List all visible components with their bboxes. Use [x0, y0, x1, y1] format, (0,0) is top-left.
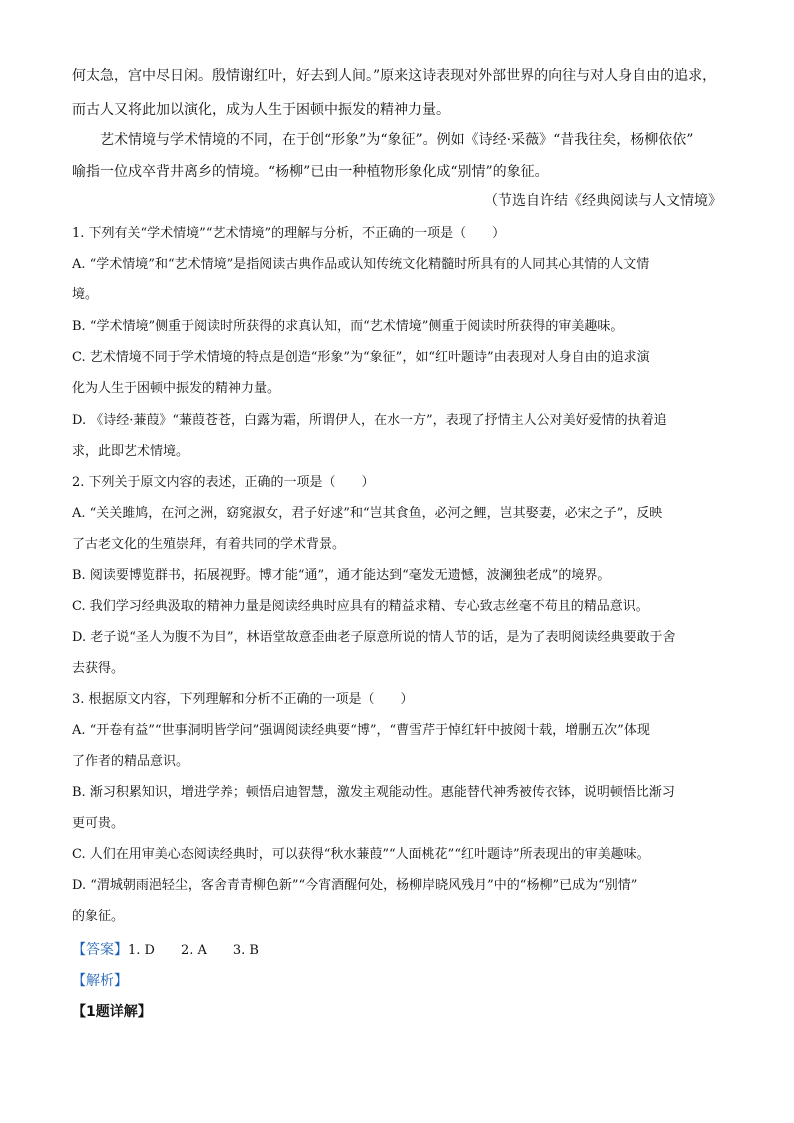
question-2-option-d-cont: 去获得。: [72, 661, 125, 676]
question-3-option-a: A. “开卷有益”“世事洞明皆学问”强调阅读经典要“博”，“曹雪芹于悼红轩中披阅十载，增删五次”体现: [72, 723, 650, 738]
passage-line-3: 艺术情境与学术情境的不同，在于创“形象”为“象征”。例如《诗经·采薇》“昔我往矣，杨柳依依”: [100, 132, 694, 148]
question-1-option-a-cont: 境。: [72, 287, 99, 302]
question-2-option-a: A. “关关雎鸠，在河之洲，窈窕淑女，君子好逑”和“岂其食鱼，必河之鲤，岂其娶妻，必宋之子”，反映: [72, 506, 663, 521]
question-1-option-c-cont: 化为人生于困顿中振发的精神力量。: [72, 381, 281, 396]
question-3-option-a-cont: 了作者的精品意识。: [72, 754, 190, 769]
answer-line: [72, 940, 722, 961]
question-2-option-d: D. 老子说“圣人为腹不为目”，林语堂故意歪曲老子原意所说的情人节的话，是为了表明阅读经典要敢于舍: [72, 630, 676, 645]
detail-line: [72, 1002, 722, 1022]
question-3-stem: 3. 根据原文内容，下列理解和分析不正确的一项是（ ）: [72, 692, 414, 707]
question-1-option-c: C. 艺术情境不同于学术情境的特点是创造“形象”为“象征”，如“红叶题诗”由表现对人身自由的追求演: [72, 350, 650, 365]
question-1-option-d-cont: 求，此即艺术情境。: [72, 444, 190, 459]
question-2-option-b: B. 阅读要博览群书，拓展视野。博才能“通”，通才能达到“毫发无遗憾，波澜独老成”的境界。: [72, 568, 611, 583]
question-3-option-b-cont: 更可贵。: [72, 816, 125, 831]
question-3-option-c: C. 人们在用审美心态阅读经典时，可以获得“秋水蒹葭”“人面桃花”“红叶题诗”所表现出的审美趣味。: [72, 847, 650, 862]
question-1-option-b: B. “学术情境”侧重于阅读时所获得的求真认知，而“艺术情境”侧重于阅读时所获得的审美趣味。: [72, 319, 624, 334]
detail-label: 【1题详解】: [72, 1004, 152, 1020]
question-1-stem: 1. 下列有关“学术情境”“艺术情境”的理解与分析，不正确的一项是（ ）: [72, 226, 506, 241]
question-1-option-d: D. 《诗经·蒹葭》“蒹葭苍苍，白露为霜，所谓伊人，在水一方”，表现了抒情主人公对美好爱情的执着追: [72, 413, 667, 428]
question-3-option-d-cont: 的象征。: [72, 909, 125, 924]
question-1-option-a: A. “学术情境”和“艺术情境”是指阅读古典作品或认知传统文化精髓时所具有的人同其心其情的人文情: [72, 257, 650, 272]
passage-line-2: 而古人又将此加以演化，成为人生于困顿中振发的精神力量。: [72, 102, 450, 118]
question-2-option-c: C. 我们学习经典汲取的精神力量是阅读经典时应具有的精益求精、专心致志丝毫不苟且的精品意识。: [72, 599, 649, 614]
passage-line-1: 何太急，宫中尽日闲。殷情谢红叶，好去到人间。”原来这诗表现对外部世界的向往与对人身自由的追求，: [72, 68, 717, 84]
answer-tag: 【答案】: [72, 942, 128, 958]
question-2-stem: 2. 下列关于原文内容的表述，正确的一项是（ ）: [72, 475, 375, 490]
passage-source: （节选自许结《经典阅读与人文情境》: [484, 193, 722, 209]
analysis-tag: 【解析】: [72, 973, 128, 989]
question-2-option-a-cont: 了古老文化的生殖崇拜，有着共同的学术背景。: [72, 537, 346, 552]
question-3-option-d: D. “渭城朝雨浥轻尘，客舍青青柳色新”“今宵酒醒何处，杨柳岸晓风残月”中的“杨柳”已成为“别情”: [72, 878, 638, 893]
analysis-line: [72, 971, 722, 991]
question-3-option-b: B. 渐习积累知识，增进学养；顿悟启迪智慧，激发主观能动性。惠能替代神秀被传衣钵，说明顿悟比渐习: [72, 785, 675, 800]
answer-values: 1. D 2. A 3. B: [128, 943, 259, 958]
passage-line-4: 喻指一位戍卒背井离乡的情境。“杨柳”已由一种植物形象化成“别情”的象征。: [72, 164, 549, 180]
